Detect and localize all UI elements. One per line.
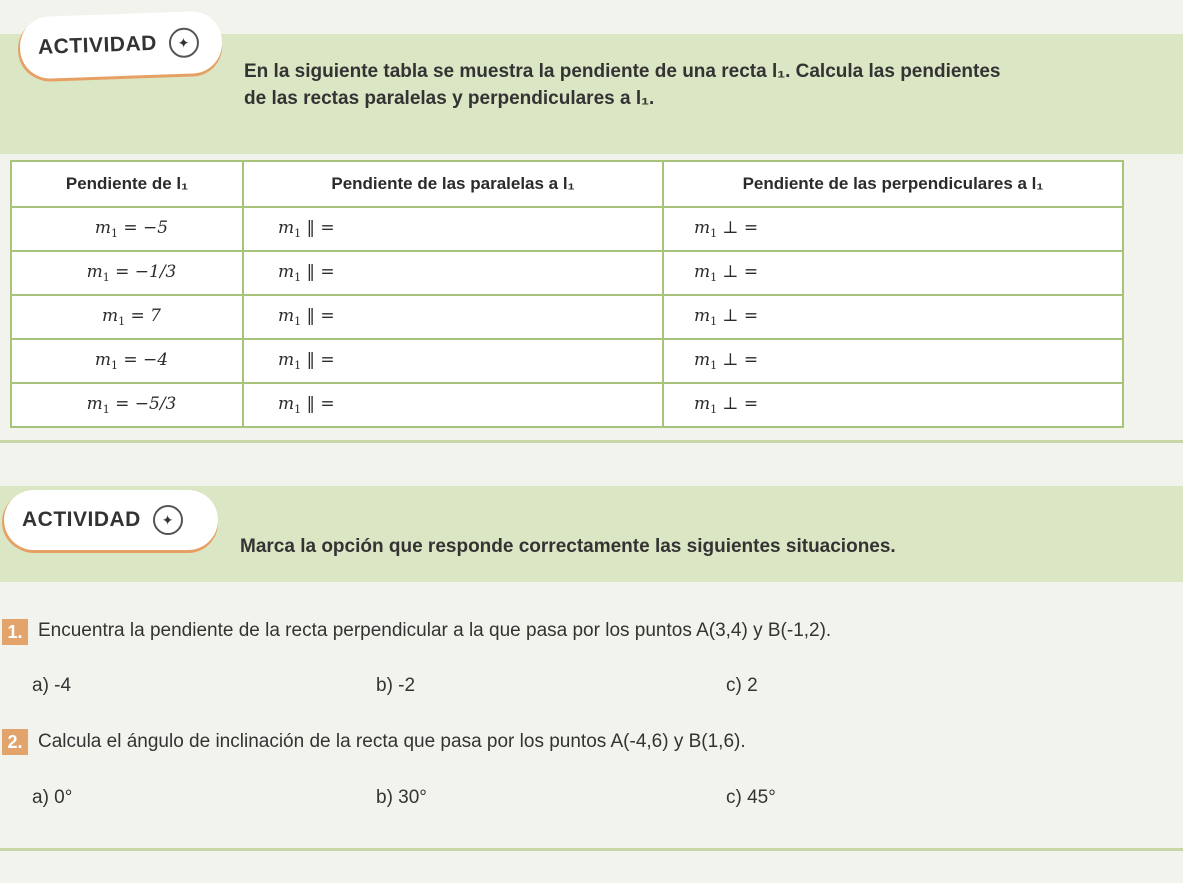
parallel-value: ‖ = — [306, 350, 335, 370]
activity1-instruction — [244, 58, 1144, 112]
perp-value: ⊥ = — [722, 394, 759, 414]
option-a[interactable]: a) 0° — [32, 787, 73, 808]
slope-cell: $m_1 = -5$ — [11, 207, 243, 251]
perpendicular-cell[interactable]: $m_1$ ⊥ = — [663, 295, 1123, 339]
parallel-value: ‖ = — [306, 394, 335, 414]
divider — [0, 848, 1183, 851]
option-b[interactable]: b) -2 — [376, 675, 416, 696]
perp-value: ⊥ = — [722, 306, 759, 326]
perpendicular-cell[interactable]: $m_1$ ⊥ = — [663, 339, 1123, 383]
lightbulb-icon: ✦ — [168, 27, 199, 58]
option-b[interactable]: b) 30° — [376, 787, 427, 808]
parallel-cell[interactable]: $m_1$ ‖ = — [243, 383, 663, 427]
header-perpendicular: Pendiente de las perpendiculares a l₁ — [663, 161, 1123, 207]
lightbulb-icon: ✦ — [153, 505, 183, 535]
parallel-cell[interactable]: $m_1$ ‖ = — [243, 339, 663, 383]
slope-value: = −5/3 — [115, 394, 177, 414]
table-header-row — [11, 161, 1123, 207]
question-number: 2. — [2, 729, 28, 755]
option-a[interactable]: a) -4 — [32, 675, 72, 696]
table-row — [11, 383, 1123, 427]
slope-cell: $m_1 = -1/3$ — [11, 251, 243, 295]
perpendicular-cell[interactable]: $m_1$ ⊥ = — [663, 207, 1123, 251]
table-row — [11, 251, 1123, 295]
header-slope: Pendiente de l₁ — [11, 161, 243, 207]
slope-cell: $m_1 = -5/3$ — [11, 383, 243, 427]
perp-value: ⊥ = — [722, 218, 759, 238]
instruction-line-2: de las rectas paralelas y perpendiculares a l₁. — [244, 88, 655, 109]
instruction-line-1: En la siguiente tabla se muestra la pendiente de una recta l₁. Calcula las pendientes — [244, 61, 1001, 82]
parallel-cell[interactable]: $m_1$ ‖ = — [243, 207, 663, 251]
header-parallel: Pendiente de las paralelas a l₁ — [243, 161, 663, 207]
table-row — [11, 339, 1123, 383]
question-number: 1. — [2, 619, 28, 645]
activity2-label: ACTIVIDAD — [22, 508, 141, 531]
perp-value: ⊥ = — [722, 262, 759, 282]
parallel-cell[interactable]: $m_1$ ‖ = — [243, 295, 663, 339]
activity2-instruction: Marca la opción que responde correctamente las siguientes situaciones. — [240, 536, 896, 557]
parallel-value: ‖ = — [306, 218, 335, 238]
parallel-value: ‖ = — [306, 262, 335, 282]
slope-value: = −1/3 — [115, 262, 177, 282]
slope-value: = −5 — [123, 218, 169, 238]
parallel-value: ‖ = — [306, 306, 335, 326]
parallel-cell[interactable]: $m_1$ ‖ = — [243, 251, 663, 295]
question-text: Encuentra la pendiente de la recta perpendicular a la que pasa por los puntos A(3,4) y B(-1,2). — [38, 620, 832, 641]
table-row — [11, 295, 1123, 339]
option-c[interactable]: c) 2 — [726, 675, 758, 696]
activity1-label: ACTIVIDAD — [37, 31, 158, 59]
slope-cell: $m_1 = 7$ — [11, 295, 243, 339]
activity2-badge — [4, 490, 218, 550]
option-c[interactable]: c) 45° — [726, 787, 776, 808]
slopes-table — [10, 160, 1124, 428]
perpendicular-cell[interactable]: $m_1$ ⊥ = — [663, 383, 1123, 427]
divider — [0, 440, 1183, 443]
table-row — [11, 207, 1123, 251]
slope-cell: $m_1 = -4$ — [11, 339, 243, 383]
perp-value: ⊥ = — [722, 350, 759, 370]
perpendicular-cell[interactable]: $m_1$ ⊥ = — [663, 251, 1123, 295]
slope-value: = −4 — [123, 350, 169, 370]
slope-value: = 7 — [130, 306, 161, 326]
activity1-badge — [19, 10, 223, 79]
question-text: Calcula el ángulo de inclinación de la recta que pasa por los puntos A(-4,6) y B(1,6). — [38, 731, 746, 752]
